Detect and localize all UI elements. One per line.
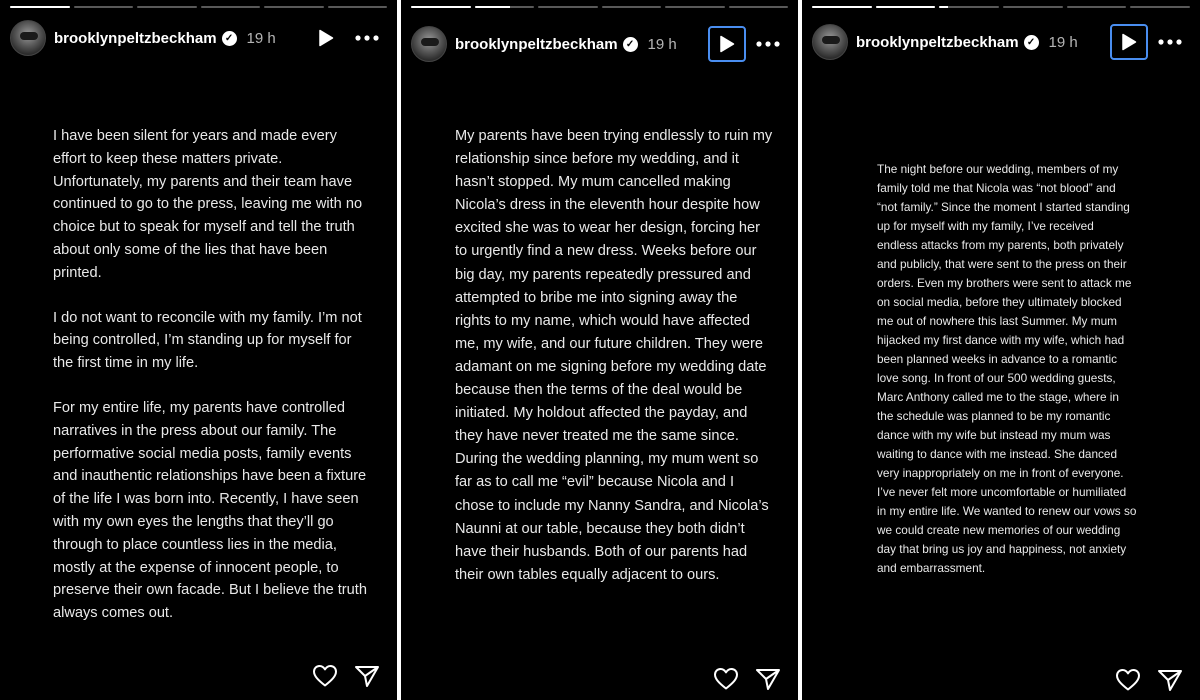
heart-icon	[312, 664, 338, 688]
progress-segment	[729, 6, 789, 8]
paragraph: I do not want to reconcile with my family. I’m not being controlled, I’m standing up for myself for the first time in my life.	[53, 309, 362, 372]
progress-segment	[665, 6, 725, 8]
story-progress-bar	[812, 6, 1190, 9]
progress-segment	[538, 6, 598, 8]
progress-segment	[812, 6, 872, 8]
like-button[interactable]	[710, 663, 742, 695]
more-options-button[interactable]	[1152, 27, 1188, 57]
progress-segment	[264, 6, 324, 8]
play-icon	[1121, 33, 1137, 51]
send-icon	[755, 667, 781, 691]
progress-segment	[876, 6, 936, 8]
story-header	[812, 22, 1188, 62]
like-button[interactable]	[1112, 664, 1144, 696]
share-button[interactable]	[752, 663, 784, 695]
play-icon	[719, 35, 735, 53]
more-options-button[interactable]	[750, 29, 786, 59]
paragraph: The night before our wedding, members of my family told me that Nicola was “not blood” and “not family.” Since the moment I started standing up for myself with my family, I’ve received endless attacks from my parents, both privately and publicly, that were sent to the press on their orders. Even my brothers were sent to attack me on social media, before they ultimately blocked me out of nowhere this last Summer. My mum hijacked my first dance with my wife, which had been planned weeks in advance to a romantic love song. In front of our 500 wedding guests, Marc Anthony called me to the stage, where in the schedule was planned to be my romantic dance with my wife but instead my mum was waiting to dance with me instead. She danced very inappropriately on me in front of everyone. I’ve never felt more uncomfortable or humiliated in my entire life. We wanted to renew our vows so we could create new memories of our wedding day that bring us joy and happiness, not anxiety and embarrassment.	[877, 162, 1137, 575]
play-button[interactable]	[1110, 24, 1148, 60]
share-button[interactable]	[351, 660, 383, 692]
story-actions	[700, 663, 784, 695]
play-button[interactable]	[307, 20, 345, 56]
share-button[interactable]	[1154, 664, 1186, 696]
more-options-icon	[355, 35, 379, 41]
story-panel-3	[802, 0, 1200, 700]
like-button[interactable]	[309, 660, 341, 692]
story-header	[10, 18, 385, 58]
story-text	[53, 125, 373, 647]
avatar[interactable]	[411, 26, 447, 62]
avatar[interactable]	[812, 24, 848, 60]
progress-segment	[602, 6, 662, 8]
story-text	[455, 125, 775, 609]
paragraph: For my entire life, my parents have controlled narratives in the press about our family. The performative social media posts, family events and inauthentic relationships have been a fixture of the life I was born into. Recently, I have seen with my own eyes the lengths that they’ll go through to place countless lies in the media, mostly at the expense of innocent people, to preserve their own facade. But I believe the truth always comes out.	[53, 399, 367, 622]
post-time: 19 h	[1048, 33, 1078, 51]
more-options-icon	[756, 41, 780, 47]
progress-segment	[1130, 6, 1190, 8]
more-options-icon	[1158, 39, 1182, 45]
verified-badge-icon: ✓	[623, 37, 638, 52]
verified-badge-icon: ✓	[222, 31, 237, 46]
paragraph: I have been silent for years and made every effort to keep these matters private. Unfortunately, my parents and their team have continued to go to the press, leaving me with no choice but to speak for myself and tell the truth about only some of the lies that have been printed.	[53, 128, 363, 281]
play-button[interactable]	[708, 26, 746, 62]
progress-segment	[328, 6, 388, 8]
story-header	[411, 24, 786, 64]
story-panel-1	[0, 0, 397, 700]
progress-segment	[10, 6, 70, 8]
username[interactable]: brooklynpeltzbeckham	[455, 35, 618, 53]
story-text	[877, 160, 1137, 600]
progress-segment	[475, 6, 535, 8]
heart-icon	[1115, 668, 1141, 692]
progress-segment	[1003, 6, 1063, 8]
story-progress-bar	[411, 6, 788, 9]
username[interactable]: brooklynpeltzbeckham	[856, 33, 1019, 51]
progress-segment	[411, 6, 471, 8]
username[interactable]: brooklynpeltzbeckham	[54, 29, 217, 47]
post-time: 19 h	[647, 35, 677, 53]
post-time: 19 h	[246, 29, 276, 47]
more-options-button[interactable]	[349, 23, 385, 53]
progress-segment	[201, 6, 261, 8]
send-icon	[354, 664, 380, 688]
avatar[interactable]	[10, 20, 46, 56]
progress-segment	[1067, 6, 1127, 8]
send-icon	[1157, 668, 1183, 692]
paragraph: My parents have been trying endlessly to ruin my relationship since before my wedding, and it hasn’t stopped. My mum cancelled making Nicola’s dress in the eleventh hour despite how excited she was to wear her design, forcing her to urgently find a new dress. Weeks before our big day, my parents repeatedly pressured and attempted to bribe me into signing away the rights to my name, which would have affected me, my wife, and our future children. They were adamant on me signing before my wedding date because then the terms of the deal would be initiated. My holdout affected the payday, and they have never treated me the same since. During the wedding planning, my mum went so far as to call me “evil” because Nicola and I chose to include my Nanny Sandra, and Nicola’s Naunni at our table, because they both didn’t have their husbands. Both of our parents had their own tables equally adjacent to ours.	[455, 128, 773, 583]
story-actions	[1102, 664, 1186, 696]
verified-badge-icon: ✓	[1024, 35, 1039, 50]
play-icon	[318, 29, 334, 47]
story-actions	[299, 660, 383, 692]
progress-segment	[74, 6, 134, 8]
story-panel-2	[401, 0, 798, 700]
heart-icon	[713, 667, 739, 691]
progress-segment	[939, 6, 999, 8]
progress-segment	[137, 6, 197, 8]
story-progress-bar	[10, 6, 387, 9]
